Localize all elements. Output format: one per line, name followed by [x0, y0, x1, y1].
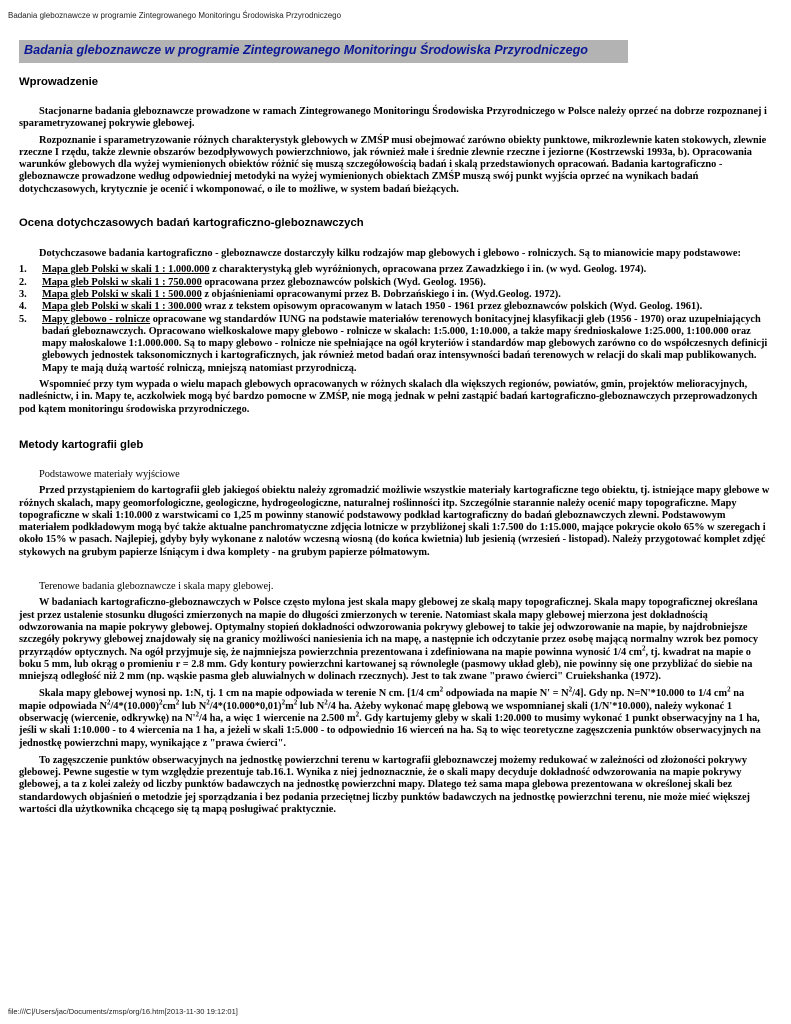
list-number: 5. [19, 313, 27, 325]
heading-assessment: Ocena dotychczasowych badań kartograficzno-gleboznawczych [19, 217, 364, 230]
document-body [19, 75, 773, 816]
list-item [19, 314, 773, 375]
paragraph-assessment-intro: Dotychczasowe badania kartograficzno - gleboznawcze dostarczyły kilku rodzajów map glebowych i glebowo - rolniczych. Są to mianowicie mapy podstawowe: [39, 248, 741, 260]
subheading-field-research: Terenowe badania gleboznawcze i skala mapy glebowej. [39, 581, 274, 593]
paragraph-materials: Przed przystąpieniem do kartografii gleb jakiegoś obiektu należy zgromadzić możliwie wszystkie materiały kartograficzne tego obiektu, tj. istniejące mapy glebowe w różnych skalach, mapy geomorfologiczne, geologiczne, hydrogeologiczne, naturalnej roślinności itp. Szczególnie starannie należy ocenić mapy topograficzne. Mapy topograficzne w skali 1:10.000 z warstwicami co 1,25 m powinny stanowić podstawowy podkład kartograficzny do badań gleboznawczych zlewni. Podstawowym materiałem podkładowym mogą być także aktualne panchromatyczne zdjęcia lotnicze w przybliżonej skali 1:7.500 do 1:15.000, mające pokrycie około 65% w szeregach i około 15% w pasach. Najlepiej, gdyby były wykonane z nalotów wczesną wiosną (do końca kwietnia) lub jesienią (wrzesień - listopad). Należy przygotować komplet zdjęć stykowych na grubym papierze lśniącym i dwa komplety - na grubym papierze półmatowym. [19, 485, 770, 558]
list-number: 4. [19, 301, 27, 313]
list-item [19, 301, 773, 313]
map-link[interactable]: Mapy glebowo - rolnicze [42, 313, 151, 325]
browser-footer-path: file:///C|/Users/jac/Documents/zmsp/org/16.htm[2013-11-30 19:12:01] [8, 1007, 238, 1016]
list-text: wraz z tekstem opisowym opracowanym w latach 1950 - 1961 przez gleboznawców polskich (Wyd. Geolog. 1961). [201, 301, 703, 313]
list-item [19, 264, 773, 276]
list-number: 3. [19, 288, 27, 300]
map-list [19, 264, 773, 375]
list-text: opracowana przez gleboznawców polskich (Wyd. Geolog. 1956). [201, 276, 486, 288]
list-text: opracowane wg standardów IUNG na podstawie materiałów terenowych bonitacyjnej klasyfikacji gleb (1956 - 1970) oraz uzupełniających badań gleboznawczych. Opracowano wielkoskalowe mapy glebowo - rolnicze w skalach: 1:5.000, 1:10.000, a także mapy średnioskalowe 1:25.000, 1:100.000 oraz mapy małoskalowe 1:1.000.000. Są to mapy glebowo - rolnicze nie spełniające na ogół kryteriów i standardów map glebowych zarówno co do współczesnych definicji glebowych jednostek taksonomicznych i kartograficznych, jak również metod badań oraz intensywności badań terenowych w relacji do skali map publikowanych. Mapy te mają dużą wartość rolniczą, mniejszą natomiast przyrodniczą. [42, 313, 768, 374]
title-banner [19, 40, 628, 63]
heading-methods: Metody kartografii gleb [19, 438, 144, 451]
list-number: 1. [19, 264, 27, 276]
map-link[interactable]: Mapa gleb Polski w skali 1 : 750.000 [42, 276, 202, 288]
list-item [19, 289, 773, 301]
list-item [19, 277, 773, 289]
subheading-materials: Podstawowe materiały wyjściowe [39, 468, 180, 480]
list-number: 2. [19, 276, 27, 288]
browser-header-title: Badania gleboznawcze w programie Zintegrowanego Monitoringu Środowiska Przyrodniczego [8, 11, 342, 20]
paragraph-scale-formula: Skala mapy glebowej wynosi np. 1:N, tj. 1 cm na mapie odpowiada w terenie N cm. [1/4 $cm^2$ odpowiada na mapie $N' = N^2/4$]. Gdy np. N=N'*10.000 to 1/4 $cm^2$ na mapie odpowiada $N^2/4*(10.000)^2cm^2$ lub $N^2/4*(10.000*0,01)^2m^2$ lub $N^2/4$ ha. Ażeby wykonać mapę glebową we wspomnianej skali (1/N'*10.000), należy wykonać 1 obserwację (wiercenie, odkrywkę) na $N'^2/4$ ha, a więc 1 wiercenie na 2.500 $m^2$. Gdy kartujemy gleby w skali 1:20.000 to musimy wykonać 1 punkt obserwacyjny na 1 ha, jeśli w skali 1:10.000 - to 4 wiercenia na 1 ha, a jeżeli w skali 1:5.000 - to odpowiednio 16 wierceń na ha. Są to więc teoretyczne zagęszczenia punktów obserwacyjnych na jednostkę powierzchni mapy, wynikające z "prawa ćwierci". [19, 685, 761, 749]
paragraph-observation-density: To zagęszczenie punktów obserwacyjnych na jednostkę powierzchni terenu w kartografii gleboznawczej możemy redukować w zależności od złożoności pokrywy glebowej. Pewne sugestie w tym względzie prezentuje tab.16.1. Wynika z niej jednoznacznie, że o skali mapy decyduje dokładność odwzorowania na mapie pokrywy glebowej, a ta z kolei zależy od liczby punktów badawczych na jednostkę powierzchni mapy. Dlatego też sama mapa glebowa prezentowana w określonej skali bez standardowych objaśnień o metodzie jej sporządzania i bez podania przeciętnej liczby punktów badawczych na jednostkę powierzchni terenu, nie może mieć większej wartości dla użytkownika chcącego się tą mapą posługiwać praktycznie. [19, 754, 751, 816]
map-link[interactable]: Mapa gleb Polski w skali 1 : 300.000 [42, 301, 202, 313]
list-text: z charakterystyką gleb wyróżnionych, opracowana przez Zawadzkiego i in. (w wyd. Geolog. 1974). [209, 264, 647, 276]
heading-introduction: Wprowadzenie [19, 76, 99, 88]
paragraph-intro-2: Rozpoznanie i sparametryzowanie różnych charakterystyk glebowych w ZMŚP musi obejmować zarówno obiekty punktowe, mikrozlewnie katen stokowych, zlewnie rzeczne I rzędu, także zlewnie obszarów bezodpływowych powierzchniowo, jak również małe i średnie zlewnie rzeczne i jeziorne (Kostrzewski 1993a, b). Opracowania warunków glebowych dla wyżej wymienionych obiektów różnić się muszą szczegółowością badań i skalą przedstawionych opracowań. Badania kartograficzno - gleboznawcze prowadzone według odpowiedniej metodyki na wyżej wymienionych obiektach ZMŚP muszą swój punkt wyjścia oprzeć na wynikach badań dotychczasowych, krytycznie je ocenić i wkomponować, o ile to możliwe, w system badań bieżących. [19, 134, 767, 195]
paragraph-assessment-outro: Wspomnieć przy tym wypada o wielu mapach glebowych opracowanych w różnych skalach dla większych regionów, powiatów, gmin, projektów melioracyjnych, nadleśnictw, i in. Mapy te, aczkolwiek mogą być bardzo pomocne w ZMŚP, nie mogą jednak w pełni zastąpić badań kartograficzno-gleboznawczych przeprowadzonych pod kątem monitoringu środowiska przyrodniczego. [19, 379, 758, 415]
list-text: z objaśnieniami opracowanymi przez B. Dobrzańskiego i in. (Wyd.Geolog. 1972). [201, 288, 561, 300]
map-link[interactable]: Mapa gleb Polski w skali 1 : 500.000 [42, 288, 202, 300]
map-link[interactable]: Mapa gleb Polski w skali 1 : 1.000.000 [42, 264, 210, 276]
paragraph-intro-1: Stacjonarne badania gleboznawcze prowadzone w ramach Zintegrowanego Monitoringu Środowiska Przyrodniczego w Polsce należy oprzeć na dobrze rozpoznanej i sparametryzowanej pokrywie glebowej. [19, 106, 767, 130]
paragraph-map-scale: W badaniach kartograficzno-gleboznawczych w Polsce często mylona jest skala mapy glebowej ze skalą mapy topograficznej. Skala mapy topograficznej określana jest przez ustalenie stosunku długości zmierzonych na mapie do długości zmierzonych w terenie. Natomiast skala mapy glebowej mierzona jest dokładnością odwzorowania na mapie pokrywy glebowej. Optymalny stopień dokładności odwzorowania pokrywy glebowej to takie jej odwzorowanie na mapie, by najdrobniejsze szczegóły pokrywy glebowej znajdowały się na granicy możliwości naniesienia ich na mapę, a następnie ich odczytanie przez osobę mającą normalny wzrok bez pomocy przyrządów optycznych. Na ogół przyjmuje się, że najmniejsza powierzchnia prezentowana i zdefiniowana na mapie powinna wynosić 1/4 $cm^2$, tj. kwadrat na mapie o boku 5 mm, lub okrąg o promieniu r = 2.8 mm. Gdy kontury powierzchni kartowanej są równoległe (pasmowy układ gleb), nie powinny się one przybliżać do siebie na mniejszą odległość niż 2 mm (np. wąskie pasma gleb aluwialnych w dolinach rzecznych). Jest to tak zwane "prawo ćwierci" Cruiekshanka (1972). [19, 597, 759, 683]
page-title: Badania gleboznawcze w programie Zintegrowanego Monitoringu Środowiska Przyrodniczego [24, 43, 588, 57]
